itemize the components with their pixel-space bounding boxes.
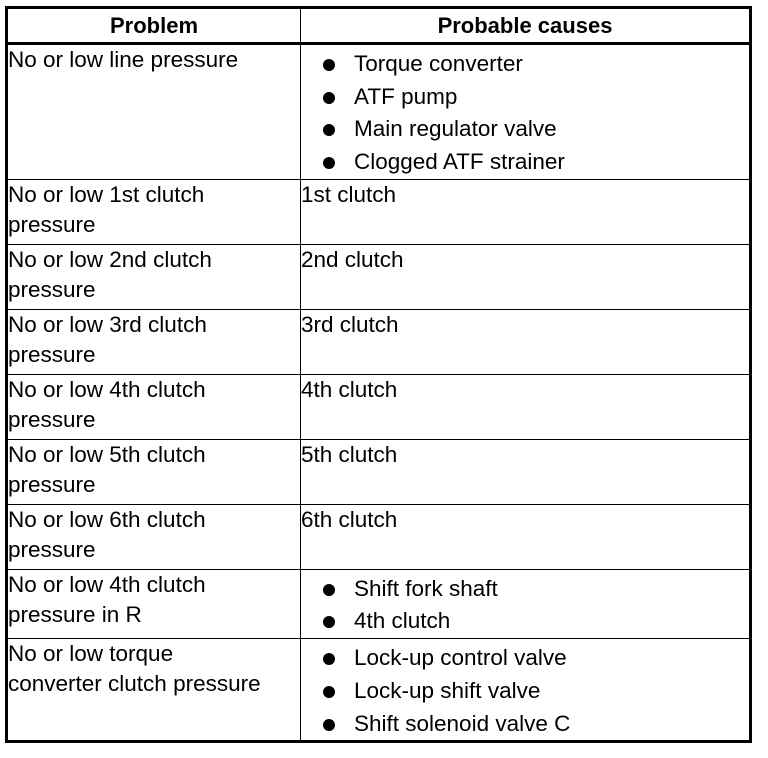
table-row (7, 309, 751, 374)
problem-cell (7, 44, 301, 180)
problem-text-line1: No or low 4th clutch (8, 376, 206, 402)
problem-text-line2: pressure (8, 276, 96, 302)
bullet-icon (323, 92, 335, 104)
problem-cell (7, 504, 301, 569)
cause-item: Lock-up shift valve (301, 675, 749, 708)
problem-text-line1: No or low 3rd clutch (8, 311, 207, 337)
cause-cell: 3rd clutch (301, 309, 751, 374)
problem-text-line1: No or low 1st clutch (8, 181, 205, 207)
table-row (7, 244, 751, 309)
table-row (7, 504, 751, 569)
bullet-icon (323, 719, 335, 731)
problem-cell (7, 569, 301, 638)
problem-text-line2: pressure in R (8, 601, 142, 627)
problem-text-line1: No or low 6th clutch (8, 506, 206, 532)
table-row (7, 374, 751, 439)
problem-text-line2: pressure (8, 536, 96, 562)
cause-item: Lock-up control valve (301, 642, 749, 675)
bullet-icon (323, 653, 335, 665)
cause-cell: 2nd clutch (301, 244, 751, 309)
table-row (7, 439, 751, 504)
cause-cell: 1st clutch (301, 179, 751, 244)
problem-text: No or low line pressure (8, 47, 239, 72)
bullet-icon (323, 124, 335, 136)
table-row (7, 569, 751, 638)
causes-cell (301, 44, 751, 180)
problem-column-header: Problem (7, 8, 301, 44)
cause-list (301, 570, 749, 638)
problem-cell (7, 374, 301, 439)
cause-item: 4th clutch (301, 605, 749, 638)
problem-text-line2: converter clutch pressure (8, 671, 261, 697)
causes-cell (301, 639, 751, 742)
causes-column-header: Probable causes (301, 8, 751, 44)
cause-cell: 6th clutch (301, 504, 751, 569)
cause-item: Main regulator valve (301, 113, 749, 146)
cause-cell: 4th clutch (301, 374, 751, 439)
problem-text-line1: No or low 2nd clutch (8, 246, 212, 272)
problem-text-line2: pressure (8, 406, 96, 432)
table-row (7, 44, 751, 180)
cause-cell: 5th clutch (301, 439, 751, 504)
bullet-icon (323, 59, 335, 71)
table-row (7, 179, 751, 244)
cause-item: Torque converter (301, 48, 749, 81)
bullet-icon (323, 686, 335, 698)
bullet-icon (323, 157, 335, 169)
problem-text-line2: pressure (8, 471, 96, 497)
problem-text-line2: pressure (8, 341, 96, 367)
problem-text-line1: No or low 5th clutch (8, 441, 206, 467)
troubleshooting-table (5, 6, 752, 743)
bullet-icon (323, 584, 335, 596)
problem-cell (7, 179, 301, 244)
problem-text-line2: pressure (8, 211, 96, 237)
table-row (7, 639, 751, 742)
bullet-icon (323, 616, 335, 628)
cause-item: Shift fork shaft (301, 573, 749, 606)
header-row (7, 8, 751, 44)
problem-cell (7, 309, 301, 374)
problem-text-line1: No or low 4th clutch (8, 571, 206, 597)
causes-cell (301, 569, 751, 638)
problem-text-line1: No or low torque (8, 641, 174, 667)
cause-item: ATF pump (301, 81, 749, 114)
cause-item: Clogged ATF strainer (301, 146, 749, 179)
cause-item: Shift solenoid valve C (301, 708, 749, 741)
cause-list (301, 639, 749, 740)
problem-cell (7, 244, 301, 309)
cause-list (301, 45, 749, 179)
problem-cell (7, 439, 301, 504)
problem-cell (7, 639, 301, 742)
